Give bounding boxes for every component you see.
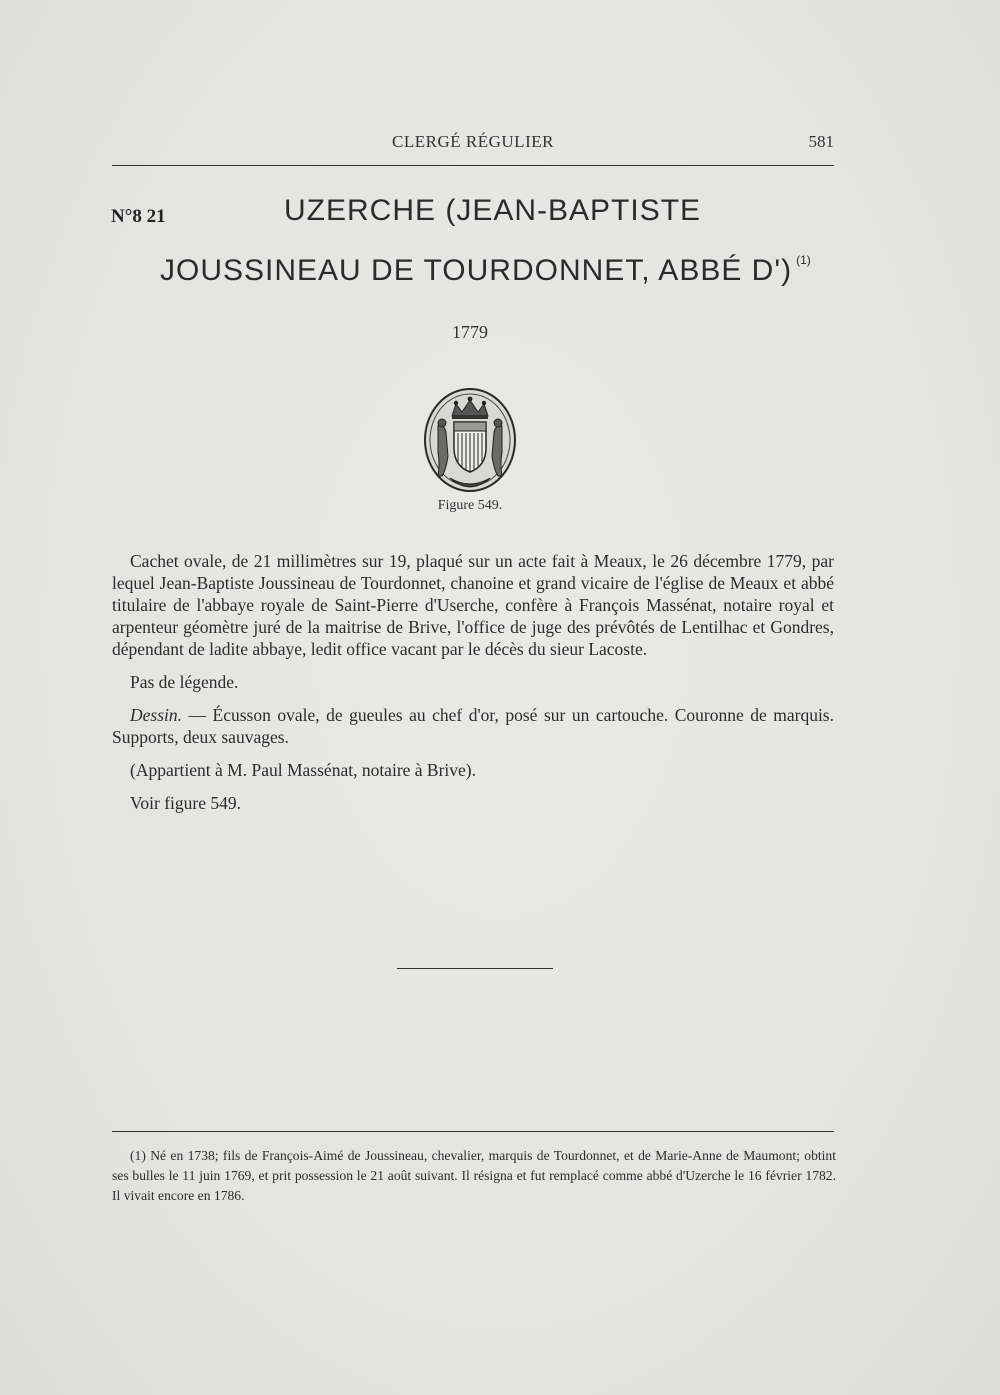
entry-title-line2-text: JOUSSINEAU DE TOURDONNET, ABBÉ D') — [160, 254, 793, 287]
footnote-rule — [112, 1131, 834, 1132]
body-text — [112, 550, 834, 825]
header-rule — [112, 165, 834, 166]
end-of-entry-rule — [397, 968, 553, 969]
legend-paragraph: Pas de légende. — [130, 672, 239, 692]
dessin-label: Dessin. — [130, 705, 183, 725]
description-paragraph: Cachet ovale, de 21 millimètres sur 19, plaqué sur un acte fait à Meaux, le 26 décembre 1779, par lequel Jean-Baptiste Joussineau de Tourdonnet, chanoine et grand vicaire de l'église de Meaux et abbé titulaire de l'abbaye royale de Saint-Pierre d'Userche, confère à François Massénat, notaire royal et arpenteur géomètre juré de la maitrise de Brive, l'office de juge des prévôtés de Lentilhac et Gondres, dépendant de ladite abbaye, ledit office vacant par le décès du sieur Lacoste. — [112, 551, 834, 659]
oval-seal-illustration — [422, 386, 518, 498]
entry-title-line2 — [160, 253, 811, 288]
page-number: 581 — [808, 132, 834, 151]
entry-number: N°8 21 — [111, 206, 166, 227]
footnote-marker[interactable]: (1) — [796, 253, 811, 267]
seal-year: 1779 — [452, 322, 488, 342]
figure-reference[interactable]: Voir figure 549. — [130, 793, 241, 813]
provenance-paragraph: (Appartient à M. Paul Massénat, notaire à Brive). — [130, 760, 477, 780]
running-title: CLERGÉ RÉGULIER — [392, 132, 554, 151]
dessin-text: — Écusson ovale, de gueules au chef d'or, posé sur un cartouche. Couronne de marquis. Supports, deux sauvages. — [112, 705, 834, 747]
footnote-text: (1) Né en 1738; fils de François-Aimé de Joussineau, chevalier, marquis de Tourdonnet, et de Marie-Anne de Maumont; obtint ses bulles le 11 juin 1769, et prit possession le 21 août suivant. Il résigna et fut remplacé comme abbé d'Uzerche le 16 février 1782. Il vivait encore en 1786. — [112, 1148, 836, 1203]
running-head — [112, 132, 834, 156]
figure-caption: Figure 549. — [437, 498, 503, 513]
entry-title-line1: UZERCHE (JEAN-BAPTISTE — [284, 194, 702, 227]
dessin-paragraph — [112, 704, 834, 748]
